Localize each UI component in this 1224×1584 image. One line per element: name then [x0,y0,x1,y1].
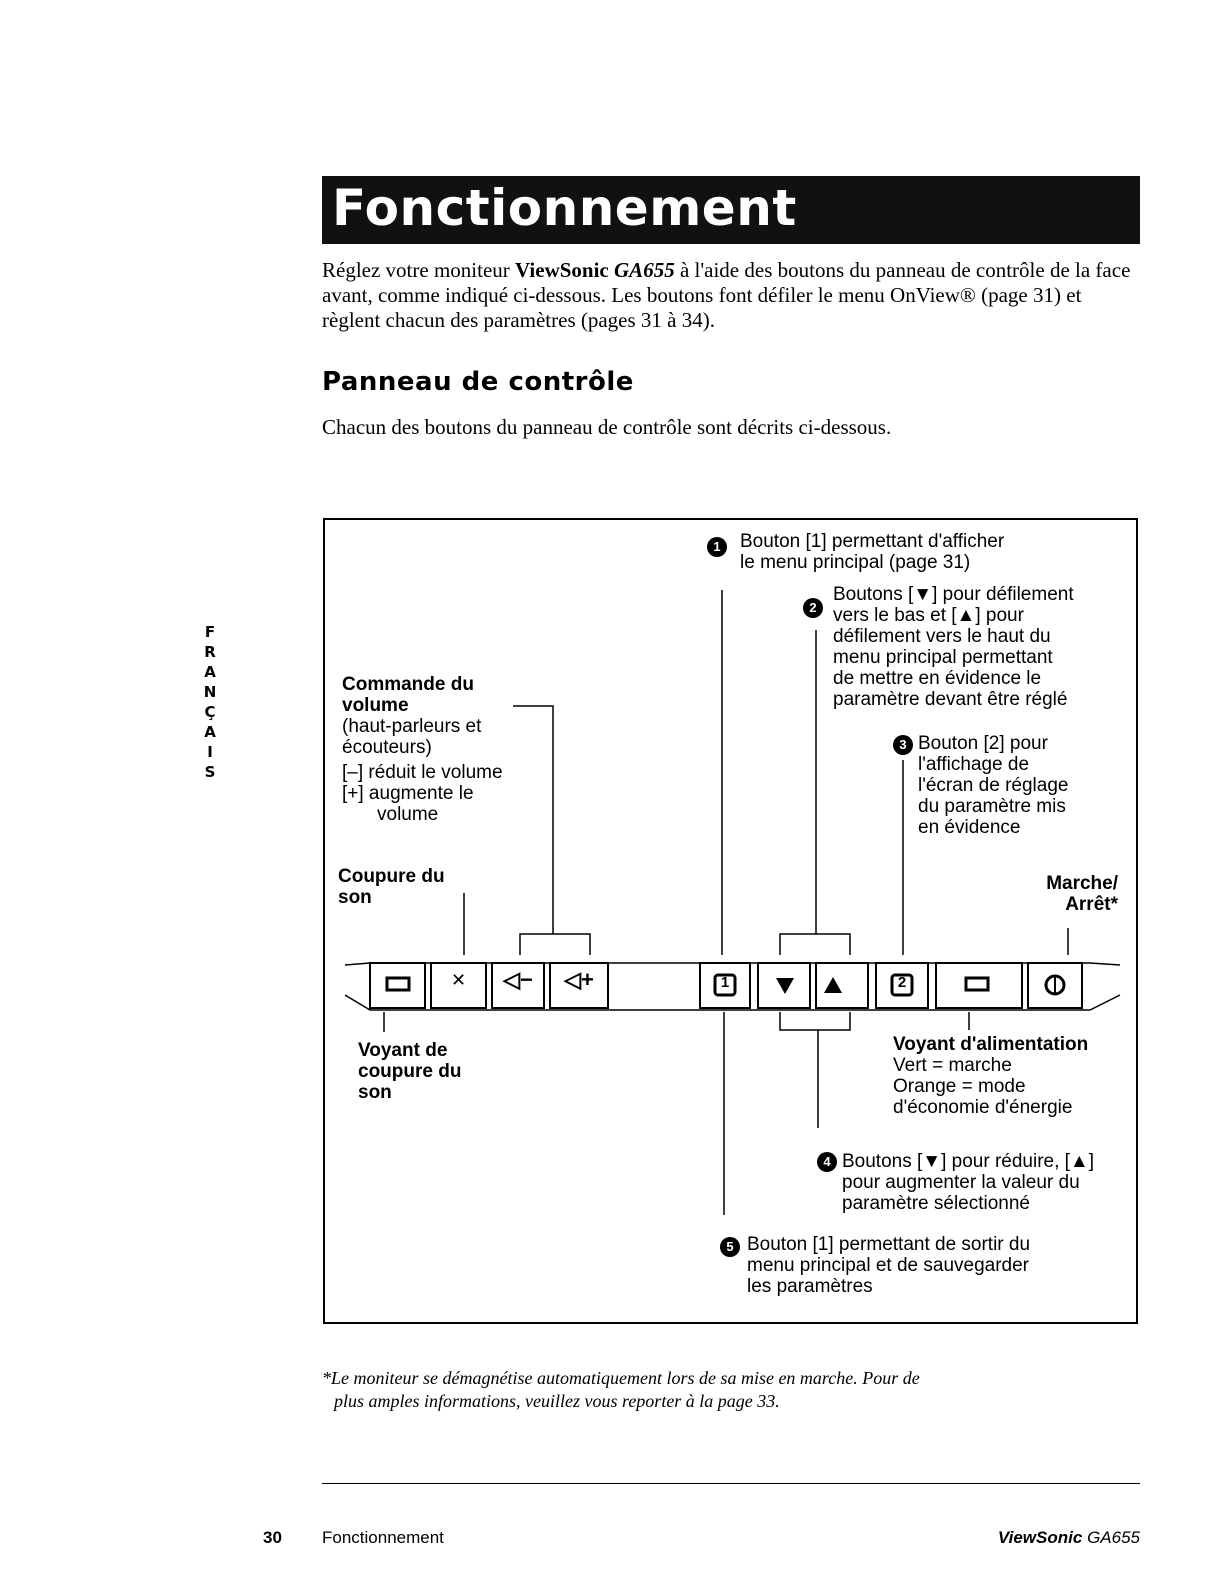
page-number: 30 [263,1528,282,1547]
side-letter: N [203,683,217,701]
callout-number-5: 5 [720,1237,740,1257]
callout-number-3: 3 [893,735,913,755]
power-callout: Marche/ Arrêt* [1046,873,1118,915]
page-title: Fonctionnement [332,179,797,237]
side-letter: Ç [204,703,216,721]
callout-5-text: Bouton [1] permettant de sortir du menu principal et de sauvegarder les paramètres [747,1234,1031,1297]
footer-rule [322,1483,1140,1484]
side-letter: F [204,623,216,641]
side-letter: S [204,763,216,781]
mute-callout: Coupure du son [338,866,445,908]
button-1-label: 1 [720,974,730,991]
model-name: GA655 [614,258,675,282]
button-2-label: 2 [897,974,907,991]
footer-brand: ViewSonic GA655 [997,1528,1140,1547]
volume-up-icon: ◁+ [564,967,594,992]
volume-down-icon: ◁− [503,967,533,992]
side-letter: I [207,743,213,761]
intro-text-1: Réglez votre moniteur [322,258,516,282]
callout-1-text: Bouton [1] permettant d'afficher le menu principal (page 31) [740,531,1005,573]
volume-callout: Commande du volume (haut-parleurs et écouteurs) [–] réduit le volume [+] augmente le volume [342,674,503,825]
mute-icon: ✕ [450,970,467,990]
power-led-callout: Voyant d'alimentation Vert = marche Orange = mode d'économie d'énergie [893,1034,1089,1118]
side-letter: A [204,663,216,681]
section-text: Chacun des boutons du panneau de contrôle sont décrits ci-dessous. [322,415,892,439]
footnote: *Le moniteur se démagnétise automatiquement lors de sa mise en marche. Pour de plus amples informations, veuillez vous reporter à la page 33. [322,1368,920,1411]
footer-section: Fonctionnement [322,1528,444,1547]
up-button-box [816,963,868,1008]
callout-3-text: Bouton [2] pour l'affichage de l'écran de réglage du paramètre mis en évidence [918,733,1069,838]
section-heading: Panneau de contrôle [322,367,634,397]
intro-text-2: à l'aide des boutons du panneau de contrôle de la face avant, comme indiqué ci-dessous. Les boutons font défiler le menu OnView® (page 31) et règlent chacun des paramètres (pages 31 à 34). [322,258,1131,332]
mute-led-box [370,963,425,1008]
mute-led-callout: Voyant de coupure du son [358,1040,462,1103]
callout-2-text: Boutons [▼] pour défilement vers le bas et [▲] pour défilement vers le haut du menu principal permettant de mettre en évidence le paramètre devant être réglé [833,584,1074,710]
callout-number-4: 4 [817,1152,837,1172]
side-letter: A [204,723,216,741]
brand-name: ViewSonic [515,258,609,282]
power-led-box [936,963,1022,1008]
callout-number-2: 2 [803,598,823,618]
callout-4-text: Boutons [▼] pour réduire, [▲] pour augmenter la valeur du paramètre sélectionné [842,1151,1095,1214]
callout-number-1: 1 [707,537,727,557]
side-letter: R [204,643,216,661]
